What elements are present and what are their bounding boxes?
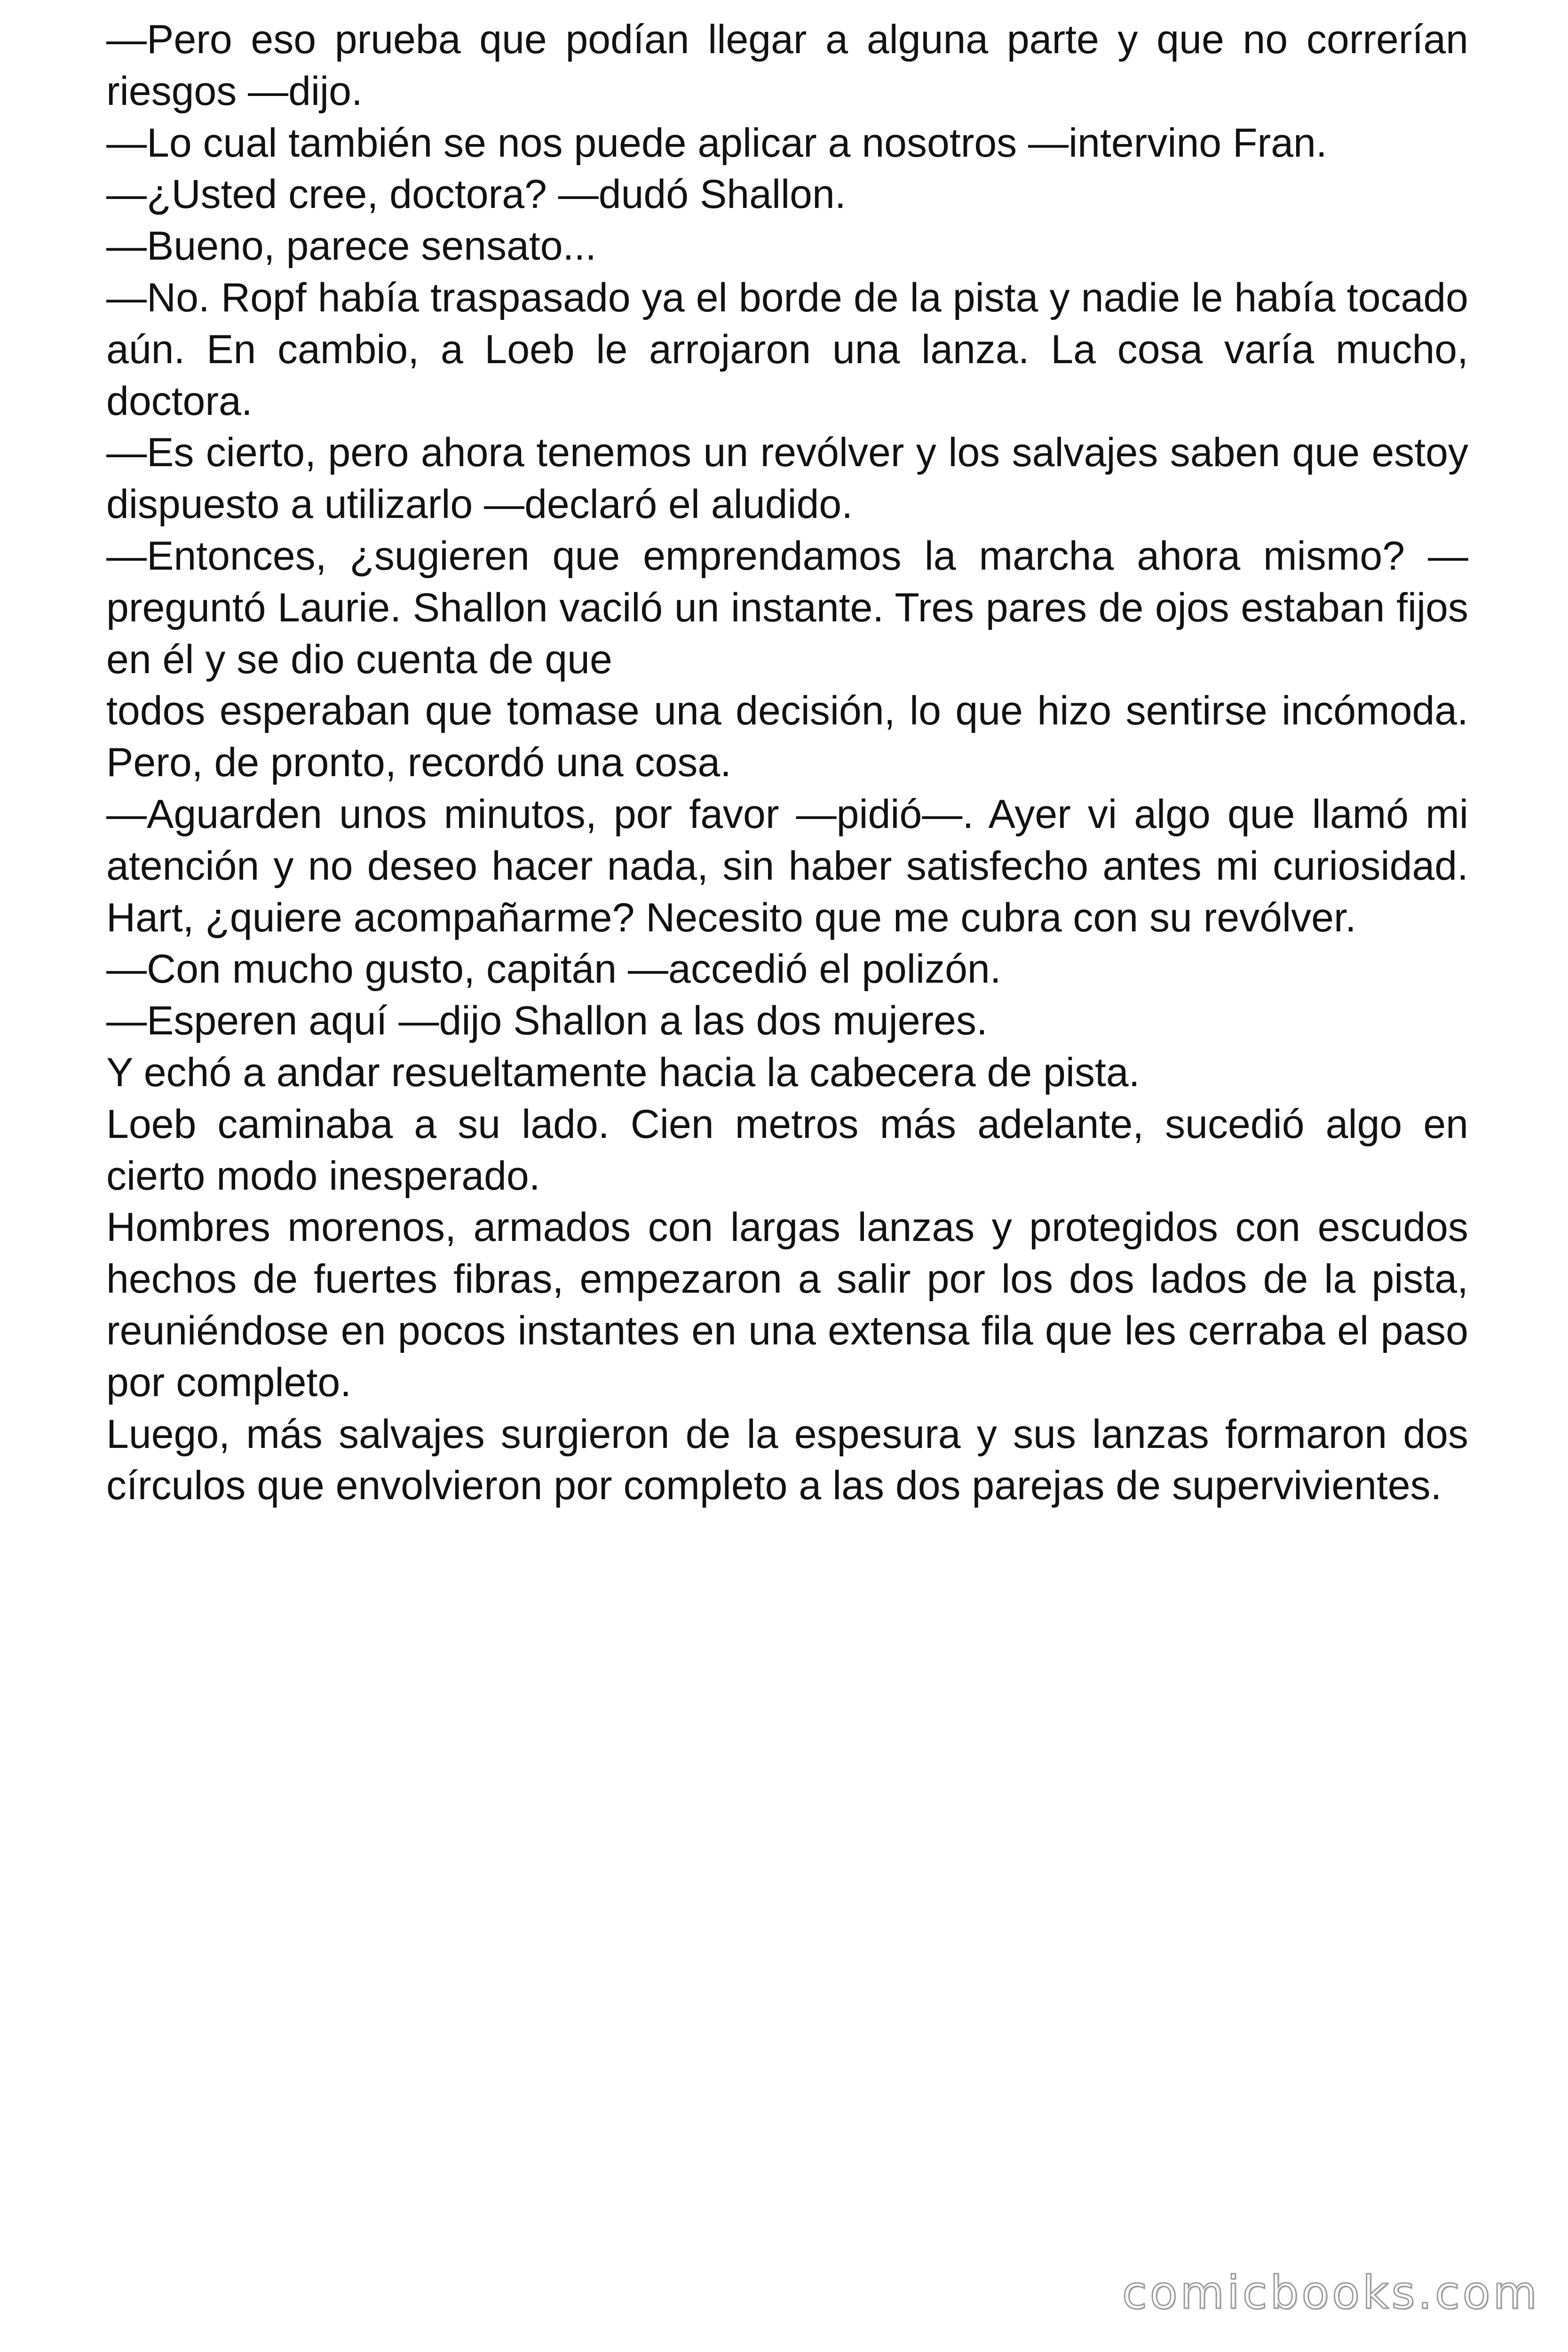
paragraph: Loeb caminaba a su lado. Cien metros más adelante, sucedió algo en cierto modo inesperado. — [106, 1101, 1468, 1199]
paragraph: —No. Ropf había traspasado ya el borde de la pista y nadie le había tocado aún. En cambio, a Loeb le arrojaron una lanza. La cosa varía mucho, doctora. — [106, 275, 1468, 424]
paragraph: Hombres morenos, armados con largas lanzas y protegidos con escudos hechos de fuertes fibras, empezaron a salir por los dos lados de la pista, reuniéndose en pocos instantes en una extensa fila que les cerraba el paso por completo. — [106, 1205, 1468, 1405]
paragraph: —Es cierto, pero ahora tenemos un revólver y los salvajes saben que estoy dispuesto a utilizarlo —declaró el aludido. — [106, 430, 1468, 527]
paragraph: —Con mucho gusto, capitán —accedió el polizón. — [106, 946, 1001, 992]
paragraph: Y echó a andar resueltamente hacia la cabecera de pista. — [106, 1049, 1140, 1095]
body-text — [106, 14, 1468, 1512]
paragraph: —Bueno, parece sensato... — [106, 223, 597, 269]
paragraph: —¿Usted cree, doctora? —dudó Shallon. — [106, 172, 846, 217]
paragraph: —Pero eso prueba que podían llegar a alguna parte y que no correrían riesgos —dijo. — [106, 17, 1468, 114]
paragraph: —Aguarden unos minutos, por favor —pidió—. Ayer vi algo que llamó mi atención y no deseo hacer nada, sin haber satisfecho antes mi curiosidad. Hart, ¿quiere acompañarme? Necesito que me cubra con su revólver. — [106, 791, 1468, 940]
watermark: comicbooks.com — [1122, 2266, 1540, 2319]
paragraph: —Entonces, ¿sugieren que emprendamos la marcha ahora mismo? — preguntó Laurie. Shallon vaciló un instante. Tres pares de ojos estaban fijos en él y se dio cuenta de que — [106, 533, 1468, 682]
paragraph: todos esperaban que tomase una decisión, lo que hizo sentirse incómoda. Pero, de pronto, recordó una cosa. — [106, 688, 1468, 786]
paragraph: Luego, más salvajes surgieron de la espesura y sus lanzas formaron dos círculos que envolvieron por completo a las dos parejas de supervivientes. — [106, 1411, 1468, 1509]
paragraph: —Lo cual también se nos puede aplicar a nosotros —intervino Fran. — [106, 120, 1327, 166]
paragraph: —Esperen aquí —dijo Shallon a las dos mujeres. — [106, 998, 988, 1044]
